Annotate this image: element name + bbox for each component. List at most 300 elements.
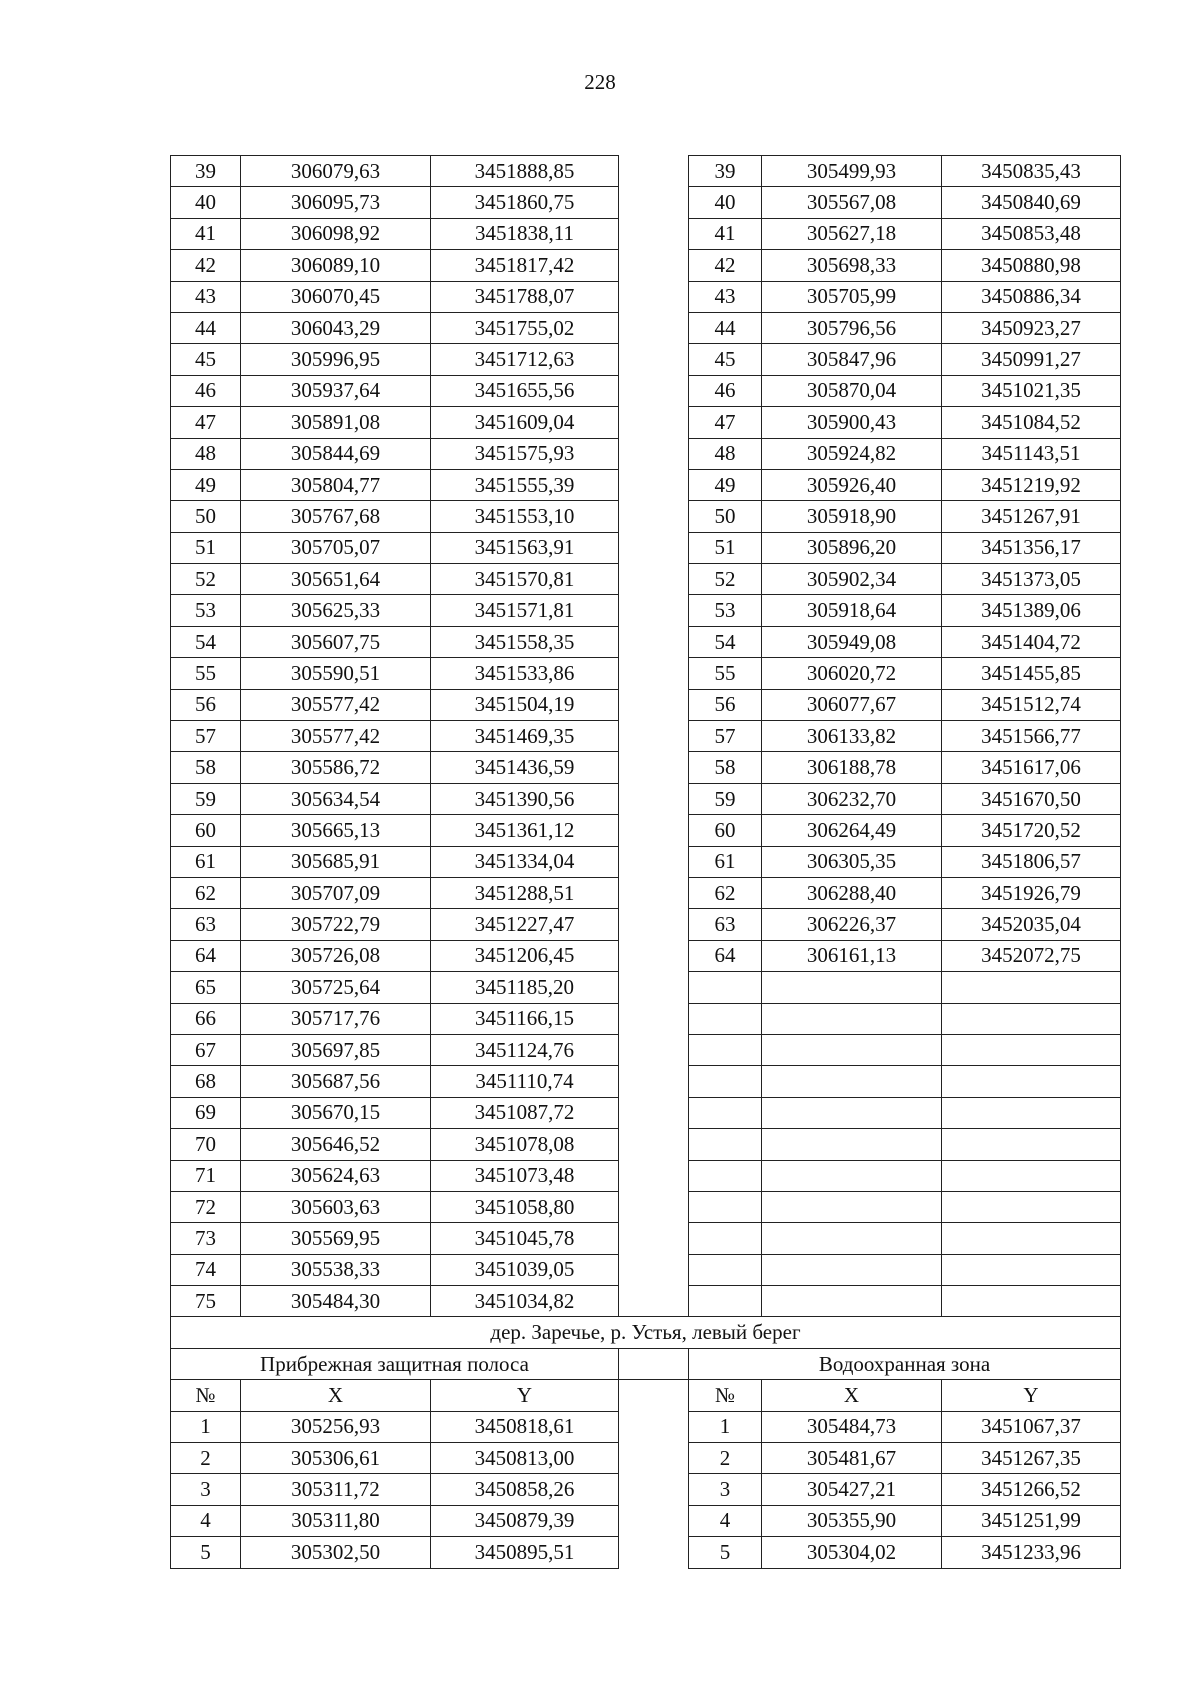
right-cell-num: 1	[689, 1411, 762, 1442]
left-cell-num: 42	[171, 250, 241, 281]
right-cell-x: 305847,96	[762, 344, 942, 375]
right-cell-num: 51	[689, 532, 762, 563]
right-cell-x: 306226,37	[762, 909, 942, 940]
column-gap	[619, 1034, 689, 1065]
table-row	[171, 626, 1121, 657]
right-cell-num: 56	[689, 689, 762, 720]
column-gap	[619, 407, 689, 438]
right-cell-x: 306288,40	[762, 877, 942, 908]
right-cell-y: 3451404,72	[942, 626, 1121, 657]
left-cell-num: 61	[171, 846, 241, 877]
right-cell-y: 3450835,43	[942, 156, 1121, 187]
left-cell-y: 3451838,11	[431, 218, 619, 249]
right-cell-num	[689, 1129, 762, 1160]
right-cell-num: 47	[689, 407, 762, 438]
left-cell-x: 305685,91	[241, 846, 431, 877]
column-gap	[619, 658, 689, 689]
left-cell-num: 75	[171, 1286, 241, 1317]
right-cell-x	[762, 1254, 942, 1285]
left-cell-y: 3451334,04	[431, 846, 619, 877]
table-row	[171, 187, 1121, 218]
right-cell-y	[942, 1066, 1121, 1097]
right-cell-num: 42	[689, 250, 762, 281]
right-cell-num: 54	[689, 626, 762, 657]
section-body	[171, 1317, 1121, 1411]
left-cell-num: 54	[171, 626, 241, 657]
right-cell-num	[689, 1223, 762, 1254]
right-cell-x: 306305,35	[762, 846, 942, 877]
right-cell-x: 305484,73	[762, 1411, 942, 1442]
table-row	[171, 375, 1121, 406]
left-cell-num: 62	[171, 877, 241, 908]
left-cell-x: 305651,64	[241, 564, 431, 595]
left-cell-num: 1	[171, 1411, 241, 1442]
right-cell-x	[762, 1034, 942, 1065]
left-cell-num: 43	[171, 281, 241, 312]
right-cell-num	[689, 1191, 762, 1222]
left-cell-y: 3451655,56	[431, 375, 619, 406]
left-cell-x: 305603,63	[241, 1191, 431, 1222]
table-row	[171, 1443, 1121, 1474]
right-cell-num: 45	[689, 344, 762, 375]
left-cell-x: 306095,73	[241, 187, 431, 218]
left-cell-x: 305996,95	[241, 344, 431, 375]
column-gap	[619, 1505, 689, 1536]
table-row	[171, 407, 1121, 438]
right-cell-y	[942, 1254, 1121, 1285]
right-cell-num: 61	[689, 846, 762, 877]
left-cell-num: 44	[171, 312, 241, 343]
left-cell-y: 3451227,47	[431, 909, 619, 940]
left-cell-y: 3450879,39	[431, 1505, 619, 1536]
left-cell-x: 305306,61	[241, 1443, 431, 1474]
left-cell-x: 305717,76	[241, 1003, 431, 1034]
left-cell-x: 305256,93	[241, 1411, 431, 1442]
left-cell-y: 3451555,39	[431, 469, 619, 500]
table-row	[171, 1223, 1121, 1254]
right-cell-x: 306161,13	[762, 940, 942, 971]
right-cell-x: 305427,21	[762, 1474, 942, 1505]
table-row	[171, 469, 1121, 500]
right-cell-y: 3451926,79	[942, 877, 1121, 908]
table-row	[171, 972, 1121, 1003]
left-cell-num: 72	[171, 1191, 241, 1222]
left-cell-x: 305577,42	[241, 721, 431, 752]
right-cell-y: 3451389,06	[942, 595, 1121, 626]
right-cell-x: 306077,67	[762, 689, 942, 720]
column-gap	[619, 783, 689, 814]
right-cell-num: 44	[689, 312, 762, 343]
column-gap	[619, 156, 689, 187]
right-cell-num	[689, 1254, 762, 1285]
right-cell-num: 49	[689, 469, 762, 500]
table-row	[171, 1097, 1121, 1128]
right-cell-x: 306232,70	[762, 783, 942, 814]
right-cell-x	[762, 1129, 942, 1160]
left-cell-y: 3451553,10	[431, 501, 619, 532]
right-cell-y	[942, 1160, 1121, 1191]
right-cell-num: 55	[689, 658, 762, 689]
left-cell-x: 305767,68	[241, 501, 431, 532]
right-cell-y: 3450880,98	[942, 250, 1121, 281]
right-cell-x: 305902,34	[762, 564, 942, 595]
left-cell-num: 60	[171, 815, 241, 846]
table-row	[171, 1411, 1121, 1442]
right-cell-num: 60	[689, 815, 762, 846]
right-cell-y: 3451021,35	[942, 375, 1121, 406]
column-gap	[619, 1411, 689, 1442]
table-row	[171, 564, 1121, 595]
right-cell-y: 3451455,85	[942, 658, 1121, 689]
right-num-header: №	[689, 1380, 762, 1411]
right-cell-x: 305896,20	[762, 532, 942, 563]
left-cell-x: 306043,29	[241, 312, 431, 343]
right-cell-x: 305481,67	[762, 1443, 942, 1474]
table-row	[171, 1254, 1121, 1285]
column-gap	[619, 312, 689, 343]
right-cell-x	[762, 1286, 942, 1317]
right-cell-num: 50	[689, 501, 762, 532]
left-cell-y: 3450895,51	[431, 1537, 619, 1568]
left-cell-y: 3450813,00	[431, 1443, 619, 1474]
right-cell-y: 3451233,96	[942, 1537, 1121, 1568]
column-gap	[619, 1380, 689, 1411]
left-cell-y: 3451087,72	[431, 1097, 619, 1128]
column-gap	[619, 940, 689, 971]
left-cell-num: 46	[171, 375, 241, 406]
left-cell-x: 306079,63	[241, 156, 431, 187]
right-cell-num	[689, 1286, 762, 1317]
table-row	[171, 501, 1121, 532]
table-row	[171, 156, 1121, 187]
right-cell-y	[942, 1003, 1121, 1034]
table-row	[171, 344, 1121, 375]
left-zone-title: Прибрежная защитная полоса	[171, 1348, 619, 1379]
right-cell-num: 41	[689, 218, 762, 249]
right-cell-y: 3450840,69	[942, 187, 1121, 218]
left-cell-y: 3451110,74	[431, 1066, 619, 1097]
right-cell-num	[689, 1034, 762, 1065]
right-cell-num: 46	[689, 375, 762, 406]
left-cell-num: 71	[171, 1160, 241, 1191]
right-cell-x: 305304,02	[762, 1537, 942, 1568]
left-cell-y: 3451609,04	[431, 407, 619, 438]
column-gap	[619, 469, 689, 500]
table-row	[171, 1129, 1121, 1160]
column-header-row	[171, 1380, 1121, 1411]
column-gap	[619, 972, 689, 1003]
left-cell-y: 3451533,86	[431, 658, 619, 689]
left-cell-num: 5	[171, 1537, 241, 1568]
left-cell-x: 305646,52	[241, 1129, 431, 1160]
right-cell-num	[689, 972, 762, 1003]
right-cell-x: 306133,82	[762, 721, 942, 752]
column-gap	[619, 1537, 689, 1568]
right-x-header: X	[762, 1380, 942, 1411]
left-cell-num: 50	[171, 501, 241, 532]
left-cell-num: 66	[171, 1003, 241, 1034]
table-row	[171, 1474, 1121, 1505]
left-cell-num: 64	[171, 940, 241, 971]
column-gap	[619, 1097, 689, 1128]
right-cell-x: 306188,78	[762, 752, 942, 783]
left-cell-num: 67	[171, 1034, 241, 1065]
left-cell-x: 305625,33	[241, 595, 431, 626]
table-row	[171, 1191, 1121, 1222]
table-row	[171, 815, 1121, 846]
left-cell-x: 305577,42	[241, 689, 431, 720]
left-cell-y: 3451712,63	[431, 344, 619, 375]
table-row	[171, 1003, 1121, 1034]
left-cell-num: 52	[171, 564, 241, 595]
right-cell-x: 305926,40	[762, 469, 942, 500]
table-row	[171, 752, 1121, 783]
table-row	[171, 658, 1121, 689]
column-gap	[619, 752, 689, 783]
right-y-header: Y	[942, 1380, 1121, 1411]
right-cell-num: 58	[689, 752, 762, 783]
right-cell-num: 3	[689, 1474, 762, 1505]
left-cell-num: 41	[171, 218, 241, 249]
right-cell-x	[762, 1066, 942, 1097]
right-cell-num: 39	[689, 156, 762, 187]
right-cell-y: 3451067,37	[942, 1411, 1121, 1442]
left-cell-x: 305722,79	[241, 909, 431, 940]
left-cell-x: 305302,50	[241, 1537, 431, 1568]
left-cell-y: 3451570,81	[431, 564, 619, 595]
right-cell-x: 305949,08	[762, 626, 942, 657]
column-gap	[619, 595, 689, 626]
left-cell-x: 305844,69	[241, 438, 431, 469]
column-gap	[619, 626, 689, 657]
left-cell-num: 65	[171, 972, 241, 1003]
right-cell-y: 3451251,99	[942, 1505, 1121, 1536]
table-row	[171, 532, 1121, 563]
table-row	[171, 312, 1121, 343]
left-cell-x: 305697,85	[241, 1034, 431, 1065]
right-cell-num: 5	[689, 1537, 762, 1568]
left-cell-num: 4	[171, 1505, 241, 1536]
left-cell-num: 40	[171, 187, 241, 218]
right-cell-y: 3451617,06	[942, 752, 1121, 783]
right-cell-y: 3451720,52	[942, 815, 1121, 846]
right-cell-x	[762, 1097, 942, 1128]
left-cell-x: 305569,95	[241, 1223, 431, 1254]
table-row	[171, 595, 1121, 626]
right-cell-y: 3451356,17	[942, 532, 1121, 563]
left-cell-x: 305726,08	[241, 940, 431, 971]
right-cell-num	[689, 1097, 762, 1128]
table-row	[171, 1066, 1121, 1097]
right-cell-num: 57	[689, 721, 762, 752]
column-gap	[619, 877, 689, 908]
right-cell-num: 4	[689, 1505, 762, 1536]
right-cell-num	[689, 1160, 762, 1191]
table-row	[171, 1160, 1121, 1191]
right-cell-y	[942, 1129, 1121, 1160]
column-gap	[619, 1003, 689, 1034]
left-cell-y: 3451390,56	[431, 783, 619, 814]
table-row	[171, 940, 1121, 971]
column-gap	[619, 1160, 689, 1191]
right-cell-y	[942, 972, 1121, 1003]
column-gap	[619, 689, 689, 720]
left-cell-y: 3451571,81	[431, 595, 619, 626]
left-cell-num: 2	[171, 1443, 241, 1474]
left-cell-y: 3451206,45	[431, 940, 619, 971]
left-cell-num: 51	[171, 532, 241, 563]
table-row	[171, 909, 1121, 940]
right-cell-y: 3451512,74	[942, 689, 1121, 720]
left-cell-y: 3451558,35	[431, 626, 619, 657]
right-cell-y: 3451806,57	[942, 846, 1121, 877]
left-cell-y: 3451469,35	[431, 721, 619, 752]
left-cell-x: 305687,56	[241, 1066, 431, 1097]
table-row	[171, 846, 1121, 877]
left-cell-y: 3451575,93	[431, 438, 619, 469]
right-cell-y: 3450853,48	[942, 218, 1121, 249]
left-cell-num: 55	[171, 658, 241, 689]
left-cell-num: 74	[171, 1254, 241, 1285]
column-gap	[619, 375, 689, 406]
right-cell-x	[762, 1191, 942, 1222]
left-cell-y: 3451788,07	[431, 281, 619, 312]
left-cell-x: 305705,07	[241, 532, 431, 563]
left-cell-x: 305311,80	[241, 1505, 431, 1536]
column-gap	[619, 501, 689, 532]
left-cell-num: 59	[171, 783, 241, 814]
left-cell-x: 305891,08	[241, 407, 431, 438]
right-cell-x: 305870,04	[762, 375, 942, 406]
right-cell-num: 52	[689, 564, 762, 595]
left-cell-num: 53	[171, 595, 241, 626]
left-cell-x: 305634,54	[241, 783, 431, 814]
table-row	[171, 721, 1121, 752]
left-cell-x: 305607,75	[241, 626, 431, 657]
left-cell-num: 69	[171, 1097, 241, 1128]
column-gap	[619, 1191, 689, 1222]
right-cell-y	[942, 1191, 1121, 1222]
column-gap	[619, 281, 689, 312]
left-cell-y: 3451185,20	[431, 972, 619, 1003]
page-number: 228	[584, 70, 616, 94]
upper-coordinates-body	[171, 156, 1121, 1317]
left-cell-y: 3451288,51	[431, 877, 619, 908]
left-cell-y: 3450858,26	[431, 1474, 619, 1505]
right-cell-y: 3450991,27	[942, 344, 1121, 375]
left-cell-num: 49	[171, 469, 241, 500]
right-cell-y: 3451266,52	[942, 1474, 1121, 1505]
column-gap	[619, 218, 689, 249]
left-cell-y: 3451058,80	[431, 1191, 619, 1222]
column-gap	[619, 187, 689, 218]
right-cell-num	[689, 1066, 762, 1097]
table-row	[171, 783, 1121, 814]
column-gap	[619, 1348, 689, 1379]
left-cell-x: 305804,77	[241, 469, 431, 500]
right-cell-y: 3452035,04	[942, 909, 1121, 940]
table-row	[171, 218, 1121, 249]
right-cell-x	[762, 1223, 942, 1254]
left-cell-x: 305725,64	[241, 972, 431, 1003]
column-gap	[619, 438, 689, 469]
right-cell-x: 305705,99	[762, 281, 942, 312]
right-cell-num: 43	[689, 281, 762, 312]
right-cell-y	[942, 1286, 1121, 1317]
zone-title-row	[171, 1348, 1121, 1379]
right-cell-x: 305627,18	[762, 218, 942, 249]
column-gap	[619, 532, 689, 563]
right-cell-y: 3450923,27	[942, 312, 1121, 343]
column-gap	[619, 344, 689, 375]
left-cell-y: 3451034,82	[431, 1286, 619, 1317]
left-num-header: №	[171, 1380, 241, 1411]
right-cell-x: 305499,93	[762, 156, 942, 187]
table-row	[171, 1286, 1121, 1317]
column-gap	[619, 815, 689, 846]
left-cell-y: 3451361,12	[431, 815, 619, 846]
column-gap	[619, 1066, 689, 1097]
left-cell-y: 3451860,75	[431, 187, 619, 218]
column-gap	[619, 1129, 689, 1160]
lower-coordinates-body	[171, 1411, 1121, 1568]
column-gap	[619, 564, 689, 595]
right-cell-x	[762, 1003, 942, 1034]
left-cell-x: 305538,33	[241, 1254, 431, 1285]
left-cell-x: 306070,45	[241, 281, 431, 312]
right-cell-y: 3451084,52	[942, 407, 1121, 438]
left-cell-y: 3451045,78	[431, 1223, 619, 1254]
left-cell-y: 3451073,48	[431, 1160, 619, 1191]
right-cell-num: 48	[689, 438, 762, 469]
right-cell-x: 306020,72	[762, 658, 942, 689]
right-cell-y: 3451219,92	[942, 469, 1121, 500]
table-row	[171, 1505, 1121, 1536]
left-cell-y: 3451817,42	[431, 250, 619, 281]
column-gap	[619, 1254, 689, 1285]
left-cell-x: 305484,30	[241, 1286, 431, 1317]
section-title-row	[171, 1317, 1121, 1348]
left-cell-x: 306089,10	[241, 250, 431, 281]
right-cell-num: 2	[689, 1443, 762, 1474]
left-cell-num: 3	[171, 1474, 241, 1505]
left-cell-y: 3451888,85	[431, 156, 619, 187]
left-cell-num: 45	[171, 344, 241, 375]
left-cell-num: 73	[171, 1223, 241, 1254]
right-cell-x: 305900,43	[762, 407, 942, 438]
right-cell-y: 3451566,77	[942, 721, 1121, 752]
left-cell-y: 3451039,05	[431, 1254, 619, 1285]
right-cell-y	[942, 1097, 1121, 1128]
left-cell-x: 305590,51	[241, 658, 431, 689]
left-cell-y: 3450818,61	[431, 1411, 619, 1442]
left-cell-x: 305586,72	[241, 752, 431, 783]
left-cell-x: 305670,15	[241, 1097, 431, 1128]
left-cell-num: 57	[171, 721, 241, 752]
coordinates-table	[170, 155, 1121, 1569]
right-cell-num: 59	[689, 783, 762, 814]
table-row	[171, 1034, 1121, 1065]
column-gap	[619, 846, 689, 877]
table-row	[171, 877, 1121, 908]
left-cell-y: 3451504,19	[431, 689, 619, 720]
right-cell-y: 3451670,50	[942, 783, 1121, 814]
left-cell-y: 3451436,59	[431, 752, 619, 783]
left-cell-x: 305937,64	[241, 375, 431, 406]
column-gap	[619, 721, 689, 752]
table-row	[171, 281, 1121, 312]
right-zone-title: Водоохранная зона	[689, 1348, 1121, 1379]
